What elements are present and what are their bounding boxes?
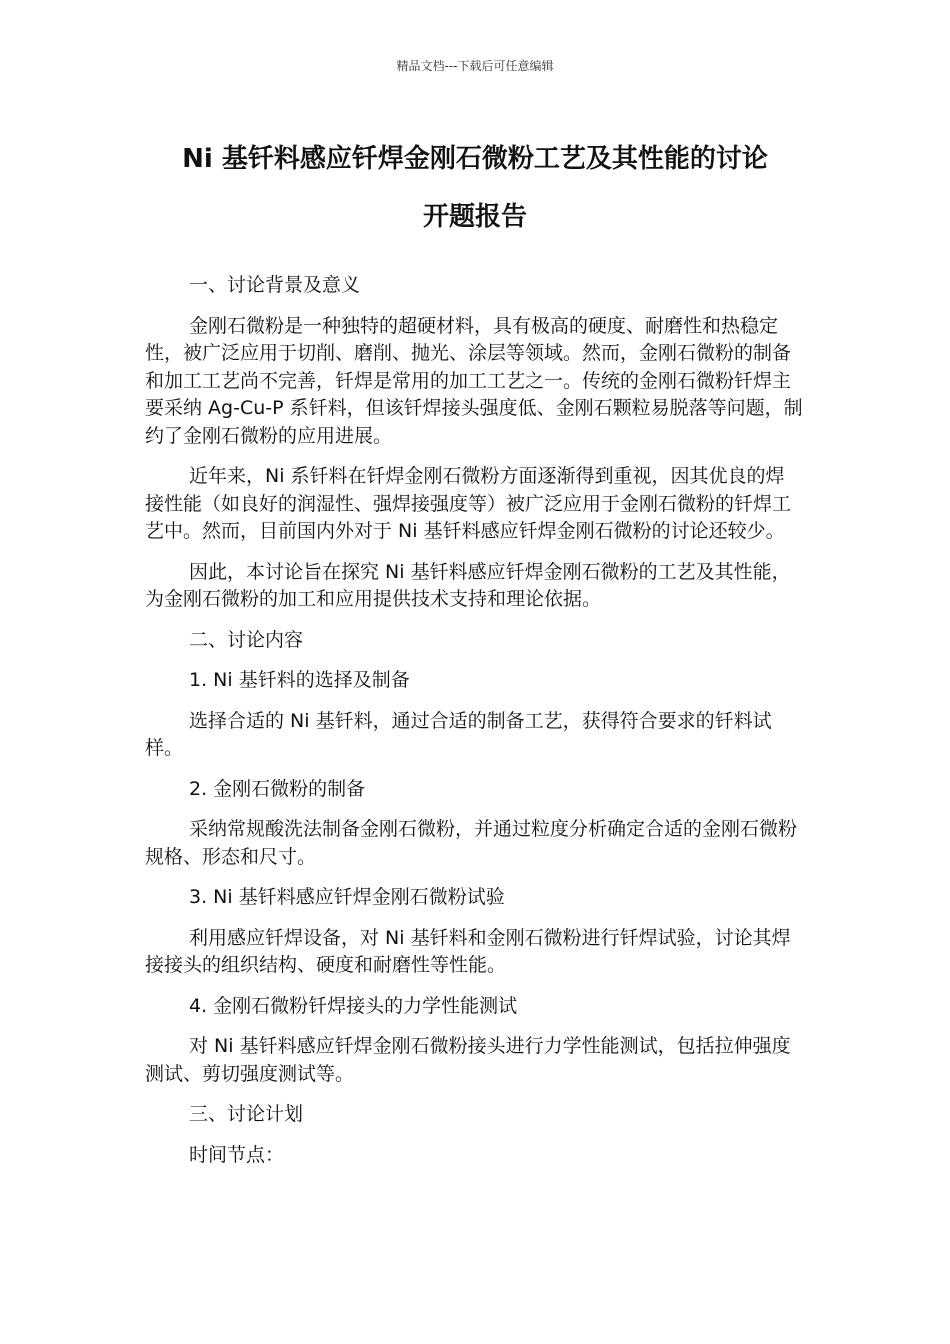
subheading-2: 2. 金刚石微粉的制备 [189, 777, 366, 800]
paragraph-3: 利用感应钎焊设备，对 Ni 基钎料和金刚石微粉进行钎焊试验，讨论其焊接接头的组织结构、硬度和耐磨性等性能。 [145, 926, 791, 976]
paragraph-recent-years: 近年来，Ni 系钎料在钎焊金刚石微粉方面逐渐得到重视，因其优良的焊接性能（如良好的润湿性、强焊接强度等）被广泛应用于金刚石微粉的钎焊工艺中。然而，目前国内外对于 Ni 基钎料感应钎焊金刚石微粉的讨论还较少。 [145, 465, 792, 542]
section-heading-content: 二、讨论内容 [189, 628, 304, 651]
paragraph-1: 选择合适的 Ni 基钎料，通过合适的制备工艺，获得符合要求的钎料试样。 [145, 709, 772, 759]
subheading-1: 1. Ni 基钎料的选择及制备 [189, 669, 410, 691]
paragraph-timeline: 时间节点： [189, 1143, 285, 1166]
paragraph-intro: 金刚石微粉是一种独特的超硬材料，具有极高的硬度、耐磨性和热稳定性，被广泛应用于切削、磨削、抛光、涂层等领域。然而，金刚石微粉的制备和加工工艺尚不完善，钎焊是常用的加工工艺之一。传统的金刚石微粉钎焊主要采纳 Ag-Cu-P 系钎料，但该钎焊接头强度低、金刚石颗粒易脱落等问题，制约了金刚石微粉的应用进展。 [145, 314, 803, 447]
section-heading-background: 一、讨论背景及意义 [189, 274, 361, 296]
section-heading-plan: 三、讨论计划 [189, 1103, 304, 1125]
paragraph-purpose: 因此，本讨论旨在探究 Ni 基钎料感应钎焊金刚石微粉的工艺及其性能，为金刚石微粉的加工和应用提供技术支持和理论依据。 [145, 560, 791, 610]
subheading-3: 3. Ni 基钎料感应钎焊金刚石微粉试验 [189, 886, 505, 908]
subheading-4: 4. 金刚石微粉钎焊接头的力学性能测试 [189, 994, 518, 1017]
page-header: 精品文档---下载后可任意编辑 [396, 59, 554, 73]
paragraph-4: 对 Ni 基钎料感应钎焊金刚石微粉接头进行力学性能测试，包括拉伸强度测试、剪切强度测试等。 [145, 1035, 791, 1085]
paragraph-2: 采纳常规酸洗法制备金刚石微粉，并通过粒度分析确定合适的金刚石微粉规格、形态和尺寸。 [145, 818, 798, 868]
document-body [145, 272, 803, 1182]
document-subtitle: 开题报告 [422, 202, 527, 232]
document-title: Ni 基钎料感应钎焊金刚石微粉工艺及其性能的讨论 [182, 144, 768, 174]
